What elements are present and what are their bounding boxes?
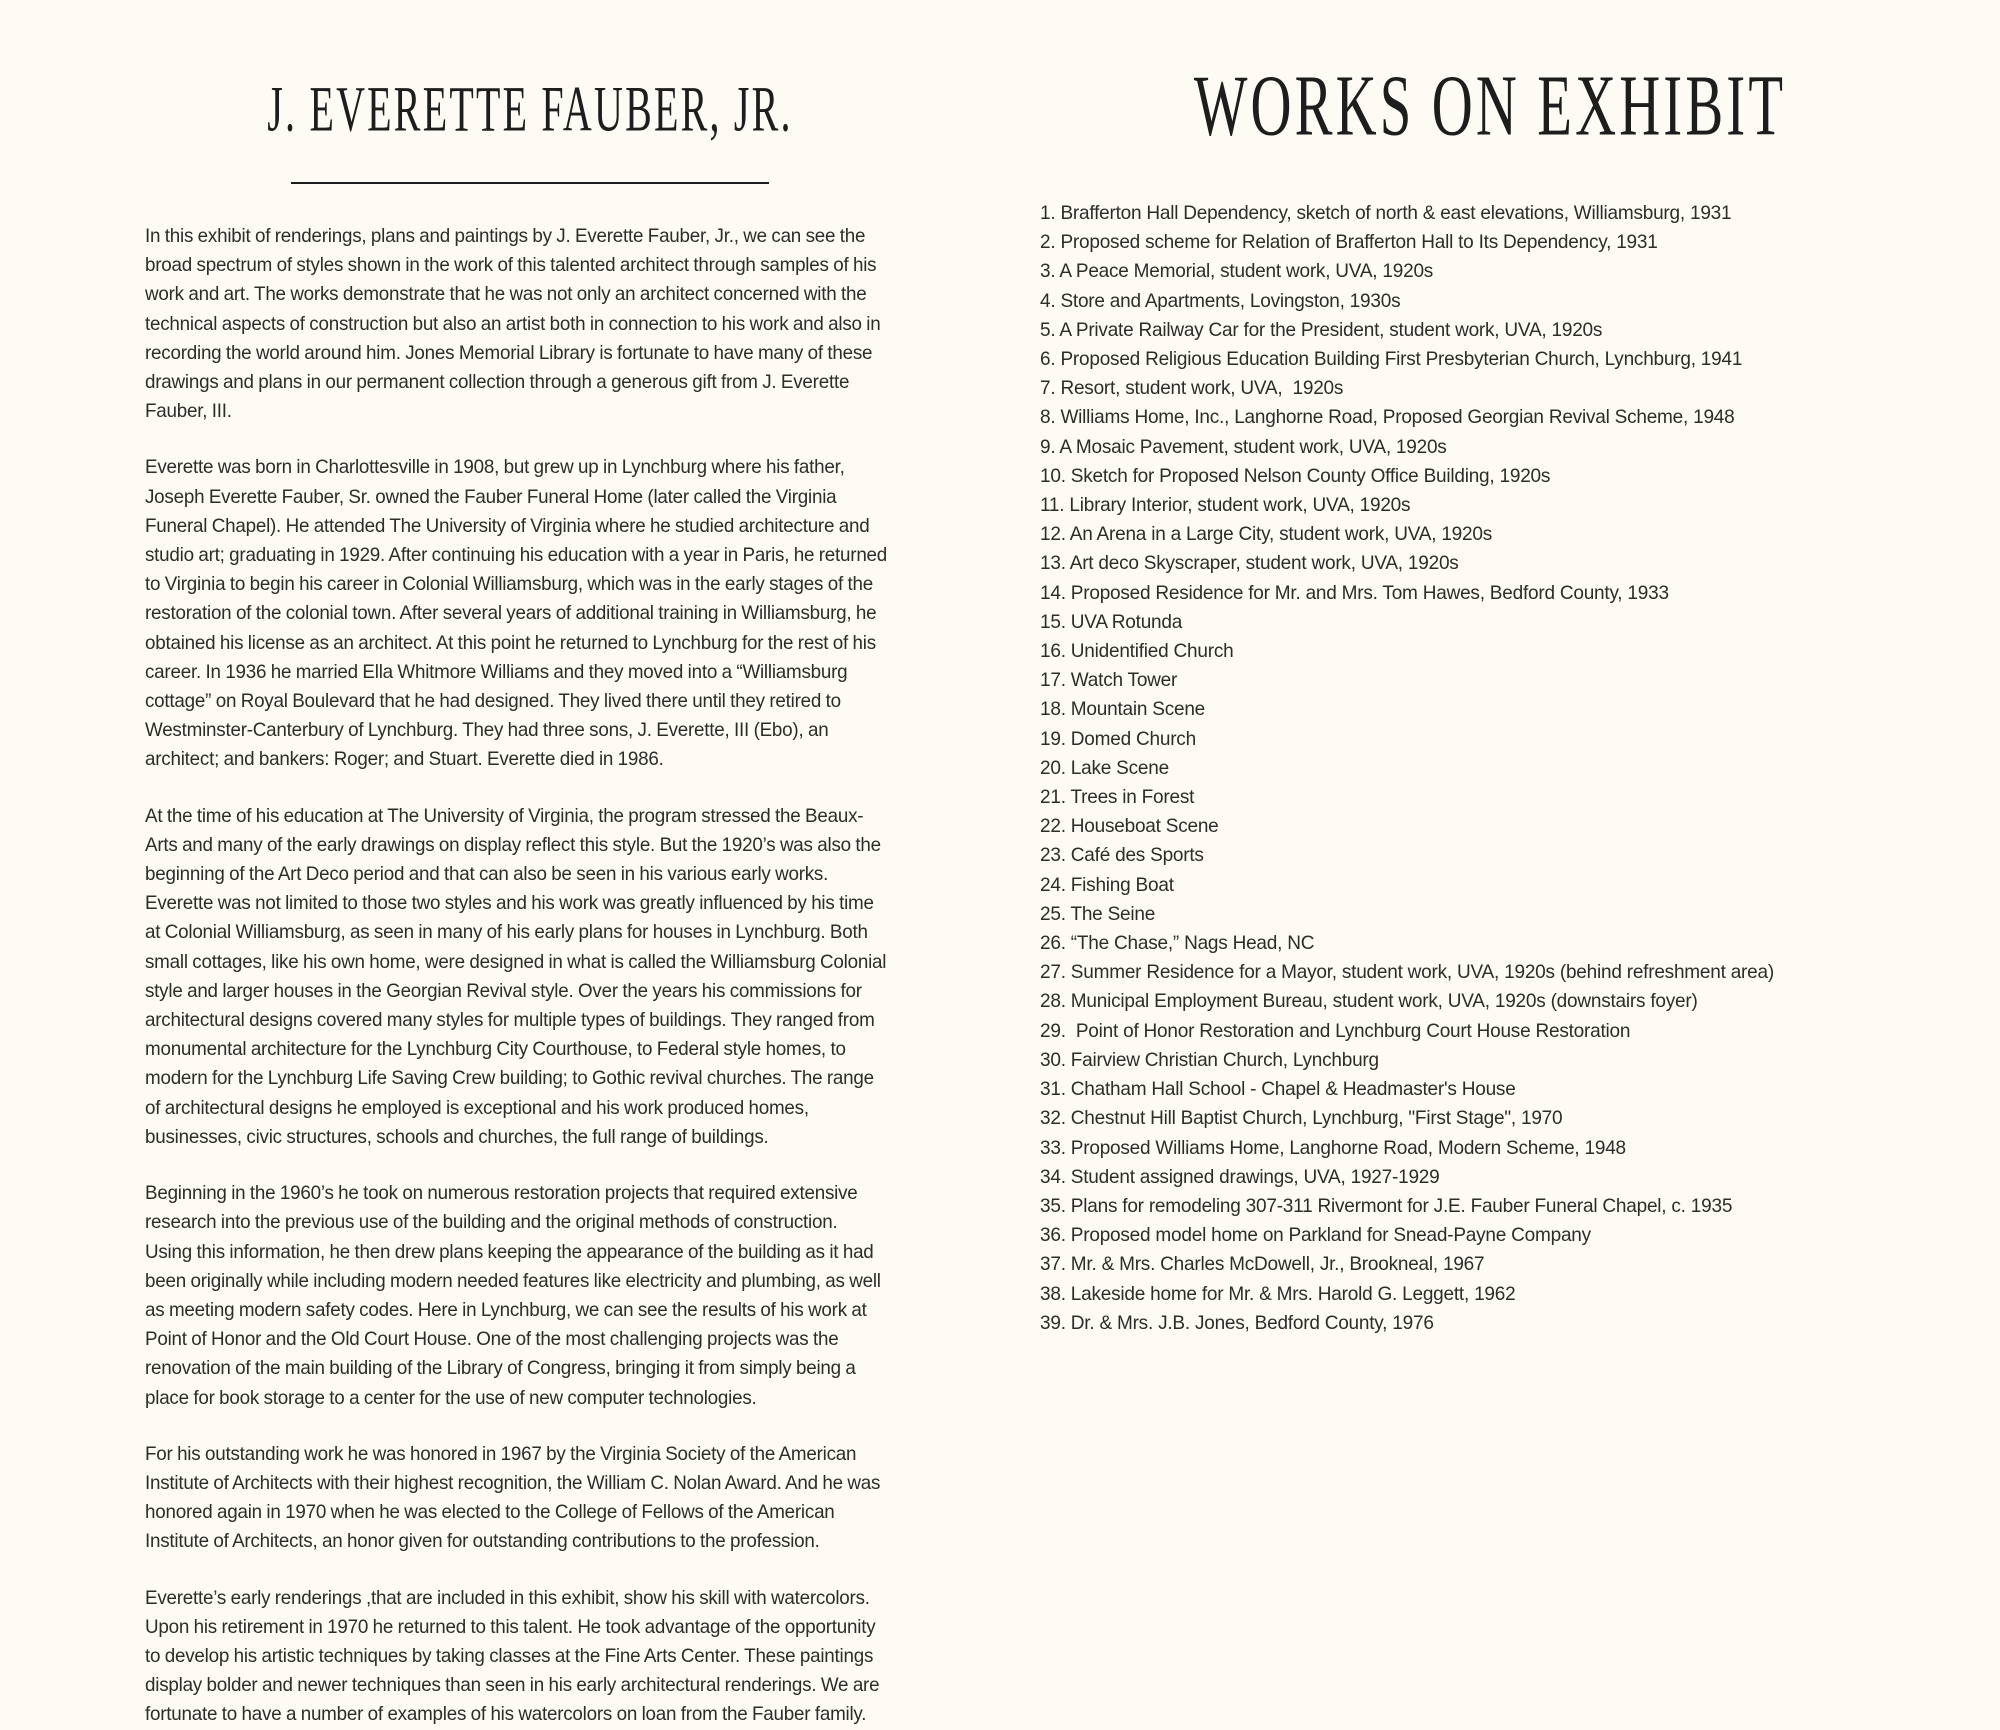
list-item: 25. The Seine xyxy=(1040,902,1156,925)
list-item: 15. UVA Rotunda xyxy=(1040,610,1183,633)
list-item: 31. Chatham Hall School - Chapel & Headmaster's House xyxy=(1040,1078,1516,1101)
list-item: 36. Proposed model home on Parkland for Snead-Payne Company xyxy=(1040,1224,1591,1247)
list-item: 34. Student assigned drawings, UVA, 1927-1929 xyxy=(1040,1165,1440,1188)
list-item: 26. “The Chase,” Nags Head, NC xyxy=(1040,932,1315,955)
works-heading: WORKS ON EXHIBIT xyxy=(1193,57,1787,155)
paragraph: Beginning in the 1960’s he took on numerous restoration projects that required extensive research into the previous use of the building and the original methods of construction. Using this information, he then drew plans keeping the appearance of the building as it had been originally while including modern needed features like electricity and plumbing, as well as meeting modern safety codes. Here in Lynchburg, we can see the results of his work at Point of Honor and the Old Court House. One of the most challenging projects was the renovation of the main building of the Library of Congress, bringing it from simply being a place for book storage to a center for the use of new computer technologies. xyxy=(145,1182,881,1409)
list-item: 1. Brafferton Hall Dependency, sketch of north & east elevations, Williamsburg, 1931 xyxy=(1040,202,1732,224)
list-item: 24. Fishing Boat xyxy=(1040,873,1174,896)
list-item: 38. Lakeside home for Mr. & Mrs. Harold G. Leggett, 1962 xyxy=(1040,1282,1516,1305)
list-item: 14. Proposed Residence for Mr. and Mrs. Tom Hawes, Bedford County, 1933 xyxy=(1040,581,1669,604)
list-item: 3. A Peace Memorial, student work, UVA, 1920s xyxy=(1040,260,1434,283)
list-item: 23. Café des Sports xyxy=(1040,844,1204,867)
list-item: 5. A Private Railway Car for the President, student work, UVA, 1920s xyxy=(1040,318,1603,341)
list-item: 22. Houseboat Scene xyxy=(1040,815,1219,838)
list-item: 29. Point of Honor Restoration and Lynchburg Court House Restoration xyxy=(1040,1019,1631,1042)
biography-column xyxy=(145,60,915,1730)
list-item: 10. Sketch for Proposed Nelson County Office Building, 1920s xyxy=(1040,464,1551,487)
list-item: 17. Watch Tower xyxy=(1040,669,1178,692)
list-item: 37. Mr. & Mrs. Charles McDowell, Jr., Brookneal, 1967 xyxy=(1040,1253,1485,1276)
list-item: 20. Lake Scene xyxy=(1040,756,1169,779)
list-item: 30. Fairview Christian Church, Lynchburg xyxy=(1040,1048,1379,1071)
list-item: 8. Williams Home, Inc., Langhorne Road, Proposed Georgian Revival Scheme, 1948 xyxy=(1040,406,1735,429)
list-item: 39. Dr. & Mrs. J.B. Jones, Bedford County, 1976 xyxy=(1040,1311,1434,1334)
list-item: 32. Chestnut Hill Baptist Church, Lynchburg, "First Stage", 1970 xyxy=(1040,1107,1563,1130)
list-item: 2. Proposed scheme for Relation of Brafferton Hall to Its Dependency, 1931 xyxy=(1040,231,1658,254)
paragraph: At the time of his education at The University of Virginia, the program stressed the Beaux-Arts and many of the early drawings on display reflect this style. But the 1920’s was also the beginning of the Art Deco period and that can also be seen in his various early works. Everette was not limited to those two styles and his work was greatly influenced by his time at Colonial Williamsburg, as seen in many of his early plans for houses in Lynchburg. Both small cottages, like his own home, were designed in what is called the Williamsburg Colonial style and larger houses in the Georgian Revival style. Over the years his commissions for architectural designs covered many styles for multiple types of buildings. They ranged from monumental architecture for the Lynchburg City Courthouse, to Federal style homes, to modern for the Lynchburg Life Saving Crew building; to Gothic revival churches. The range of architectural designs he employed is exceptional and his work produced homes, businesses, civic structures, schools and churches, the full range of buildings. xyxy=(145,804,887,1148)
list-item: 21. Trees in Forest xyxy=(1040,786,1195,809)
list-item: 13. Art deco Skyscraper, student work, UVA, 1920s xyxy=(1040,552,1459,575)
paragraph: For his outstanding work he was honored in 1967 by the Virginia Society of the American Institute of Architects with their highest recognition, the William C. Nolan Award. And he was honored again in 1970 when he was elected to the College of Fellows of the American Institute of Architects, an honor given for outstanding contributions to the profession. xyxy=(145,1442,881,1553)
list-item: 7. Resort, student work, UVA, 1920s xyxy=(1040,377,1344,400)
list-item: 28. Municipal Employment Bureau, student work, UVA, 1920s (downstairs foyer) xyxy=(1040,990,1698,1013)
list-item: 18. Mountain Scene xyxy=(1040,698,1206,721)
list-item: 12. An Arena in a Large City, student work, UVA, 1920s xyxy=(1040,523,1493,546)
works-column xyxy=(1040,55,1940,1338)
paragraph: Everette’s early renderings ,that are included in this exhibit, show his skill with watercolors. Upon his retirement in 1970 he returned to this talent. He took advantage of the opportunity to develop his artistic techniques by taking classes at the Fine Arts Center. These paintings display bolder and newer techniques than seen in his early architectural renderings. We are fortunate to have a number of examples of his watercolors on loan from the Fauber family. xyxy=(145,1586,880,1726)
page-title: J. EVERETTE FAUBER, JR. xyxy=(267,72,793,145)
title-divider xyxy=(291,182,769,184)
list-item: 33. Proposed Williams Home, Langhorne Road, Modern Scheme, 1948 xyxy=(1040,1136,1626,1159)
list-item: 9. A Mosaic Pavement, student work, UVA, 1920s xyxy=(1040,435,1447,458)
exhibit-works-list xyxy=(1040,199,1940,1338)
list-item: 6. Proposed Religious Education Building First Presbyterian Church, Lynchburg, 1941 xyxy=(1040,348,1743,371)
list-item: 27. Summer Residence for a Mayor, student work, UVA, 1920s (behind refreshment area) xyxy=(1040,961,1774,984)
list-item: 35. Plans for remodeling 307-311 Rivermont for J.E. Fauber Funeral Chapel, c. 1935 xyxy=(1040,1194,1733,1217)
paragraph: In this exhibit of renderings, plans and paintings by J. Everette Fauber, Jr., we can see the broad spectrum of styles shown in the work of this talented architect through samples of his work and art. The works demonstrate that he was not only an architect concerned with the technical aspects of construction but also an artist both in connection to his work and also in recording the world around him. Jones Memorial Library is fortunate to have many of these drawings and plans in our permanent collection through a generous gift from J. Everette Fauber, III. xyxy=(145,225,881,423)
list-item: 16. Unidentified Church xyxy=(1040,640,1234,663)
paragraph: Everette was born in Charlottesville in 1908, but grew up in Lynchburg where his father, Joseph Everette Fauber, Sr. owned the Fauber Funeral Home (later called the Virginia Funeral Chapel). He attended The University of Virginia where he studied architecture and studio art; graduating in 1929. After continuing his education with a year in Paris, he returned to Virginia to begin his career in Colonial Williamsburg, which was in the early stages of the restoration of the colonial town. After several years of additional training in Williamsburg, he obtained his license as an architect. At this point he returned to Lynchburg for the rest of his career. In 1936 he married Ella Whitmore Williams and they moved into a “Williamsburg cottage” on Royal Boulevard that he had designed. They lived there until they retired to Westminster-Canterbury of Lynchburg. They had three sons, J. Everette, III (Ebo), an architect; and bankers: Roger; and Stuart. Everette died in 1986. xyxy=(145,456,888,771)
biography-text xyxy=(145,222,915,1730)
list-item: 19. Domed Church xyxy=(1040,727,1196,750)
list-item: 4. Store and Apartments, Lovingston, 1930s xyxy=(1040,289,1401,312)
list-item: 11. Library Interior, student work, UVA, 1920s xyxy=(1040,494,1411,517)
